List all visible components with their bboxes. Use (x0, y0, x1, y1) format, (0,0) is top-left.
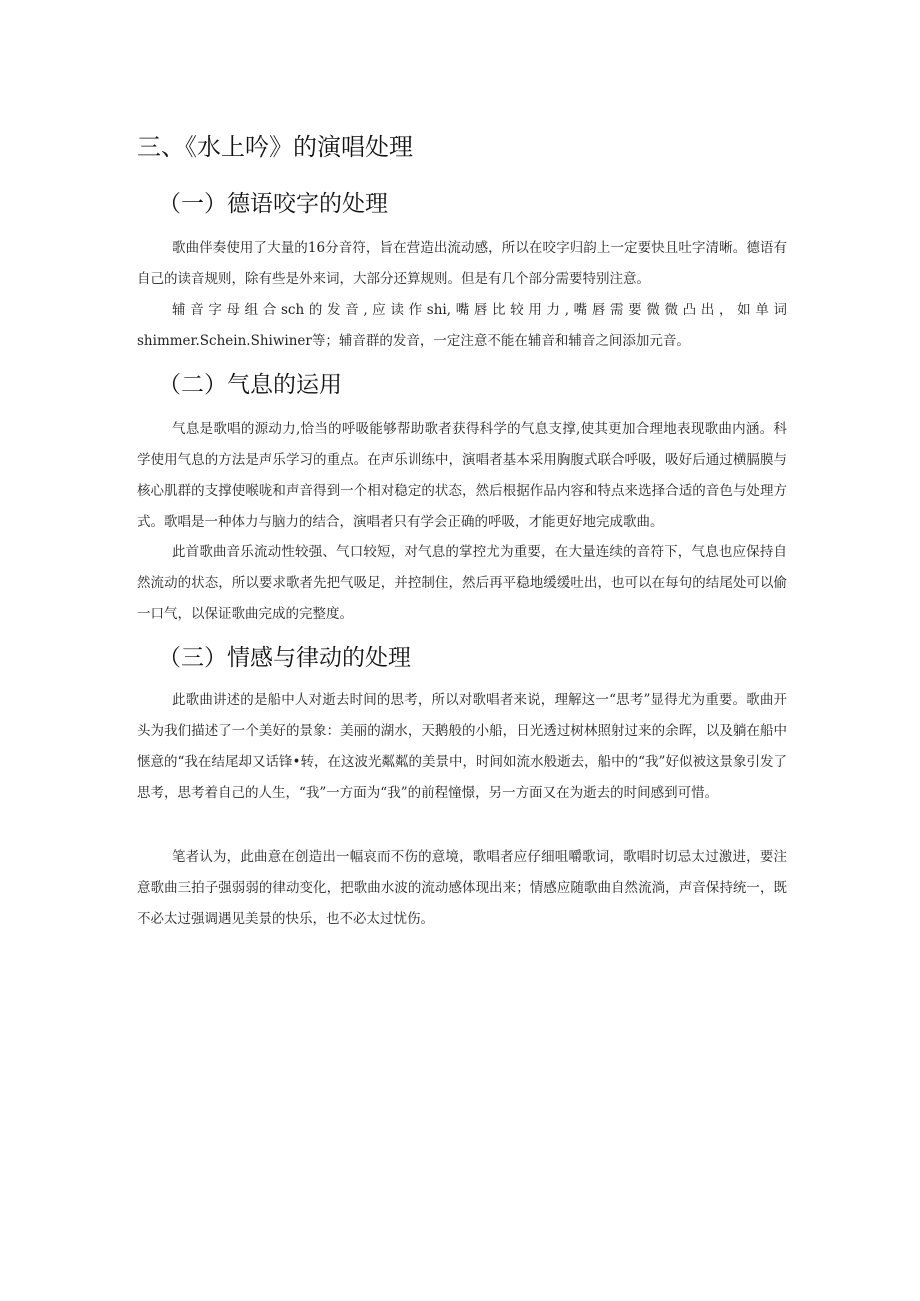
paragraph-1-1: 歌曲伴奏使用了大量的16分音符，旨在营造出流动感，所以在咬字归韵上一定要快且吐字清晰。德语有自己的读音规则，除有些是外来词，大部分还算规则。但是有几个部分需要特别注意。 (137, 240, 787, 287)
paragraph-1-2: 辅音字母组合sch的发音,应读作shi,嘴唇比较用力,嘴唇需要微微凸出，如单词shimmer.Schein.Shiwiner等；辅音群的发音，一定注意不能在辅音和辅音之间添加元音。 (137, 302, 787, 349)
paragraph-3-1: 此歌曲讲述的是船中人对逝去时间的思考，所以对歌唱者来说，理解这一“思考”显得尤为重要。歌曲开头为我们描述了一个美好的景象：美丽的湖水，天鹅般的小船，日光透过树林照射过来的余晖，以及躺在船中惬意的“我在结尾却又话锋•转，在这波光粼粼的美景中，时间如流水般逝去，船中的“我”好似被这景象引发了思考，思考着自己的人生，“我”一方面为“我”的前程憧憬，另一方面又在为逝去的时间感到可惜。 (137, 692, 787, 801)
paragraph-3-2: 笔者认为，此曲意在创造出一幅哀而不伤的意境，歌唱者应仔细咀嚼歌词，歌唱时切忌太过激进，要注意歌曲三拍子强弱弱的律动变化，把歌曲水波的流动感体现出来；情感应随歌曲自然流淌，声音保持统一，既不必太过强调遇见美景的快乐，也不必太过忧伤。 (137, 849, 787, 927)
subsection-title-2: （二）气息的运用 (158, 372, 342, 398)
subsection-title-3: （三）情感与律动的处理 (158, 645, 411, 671)
section-heading: 三、《水上吟》的演唱处理 (137, 133, 413, 161)
subsection-title-1: （一）德语咬字的处理 (158, 191, 388, 217)
paragraph-2-2: 此首歌曲音乐流动性较强、气口较短，对气息的掌控尤为重要，在大量连续的音符下，气息也应保持自然流动的状态，所以要求歌者先把气吸足，并控制住，然后再平稳地缓缓吐出，也可以在每句的结尾处可以偷一口气，以保证歌曲完成的完整度。 (137, 544, 787, 622)
paragraph-2-1: 气息是歌唱的源动力,恰当的呼吸能够帮助歌者获得科学的气息支撑,使其更加合理地表现歌曲内涵。科学使用气息的方法是声乐学习的重点。在声乐训练中，演唱者基本采用胸腹式联合呼吸，吸好后通过横膈膜与核心肌群的支撑使喉咙和声音得到一个相对稳定的状态，然后根据作品内容和特点来选择合适的音色与处理方式。歌唱是一种体力与脑力的结合，演唱者只有学会正确的呼吸，才能更好地完成歌曲。 (137, 421, 787, 530)
